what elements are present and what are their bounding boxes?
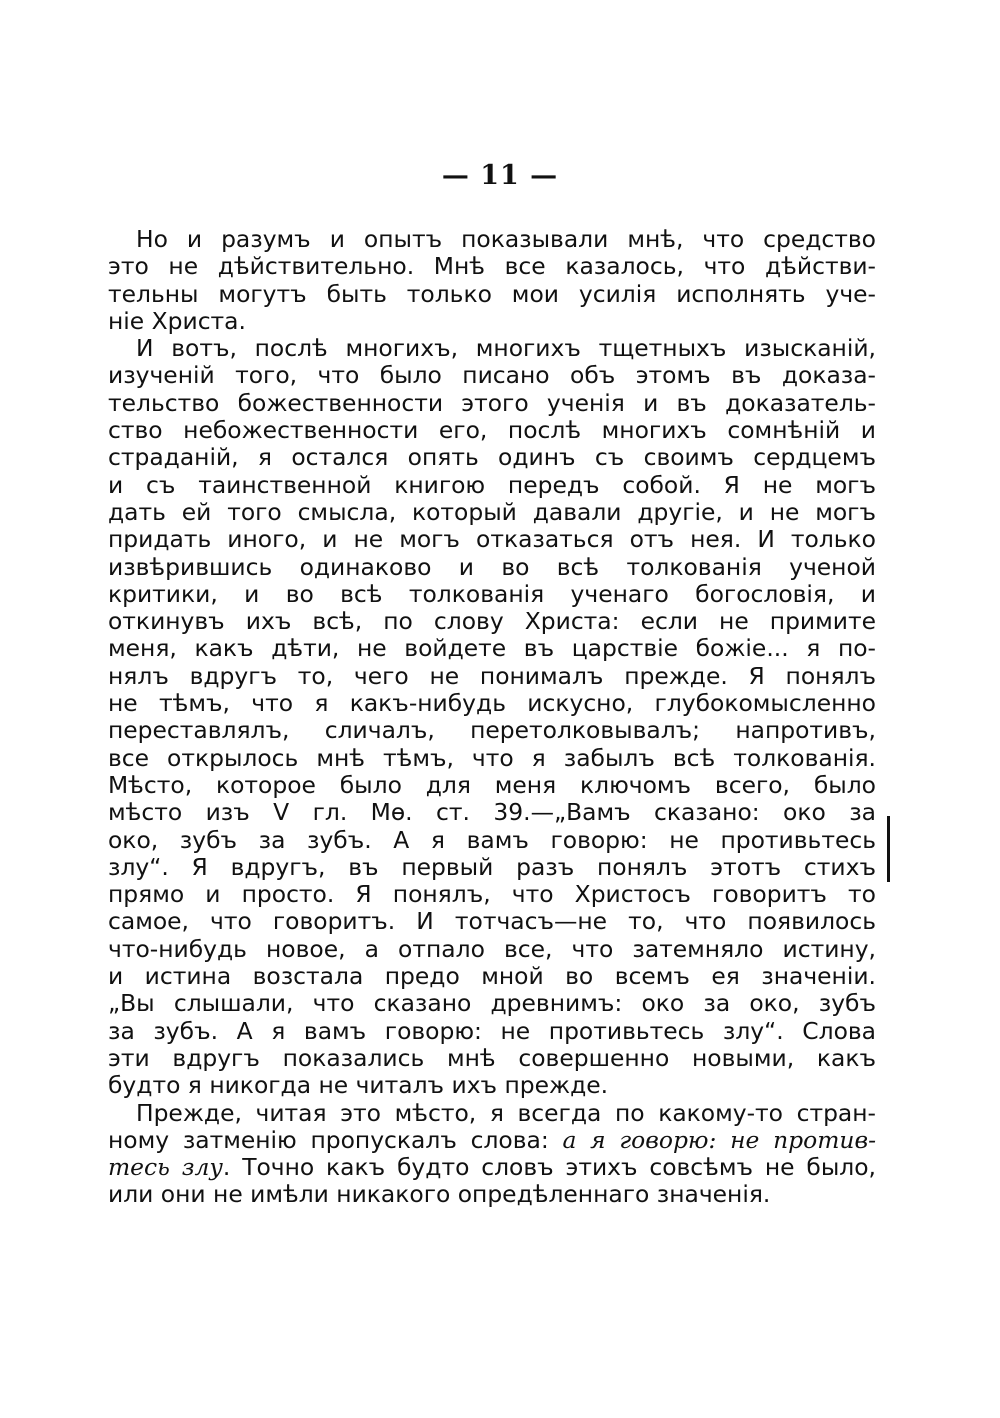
paragraph-2 (108, 335, 876, 1099)
text-run: ному затменію пропускалъ слова: (108, 1125, 563, 1154)
text-line: изученій того, что было писано объ этомъ въ доказа- (108, 361, 876, 390)
text-line: злу“. Я вдругъ, въ первый разъ понялъ этотъ стихъ (108, 852, 876, 881)
text-line: тельство божественности этого ученія и въ доказатель- (108, 388, 876, 417)
text-line: будто я никогда не читалъ ихъ прежде. (108, 1071, 609, 1100)
text-line: нялъ вдругъ то, чего не понималъ прежде. Я понялъ (108, 661, 876, 690)
text-line: Прежде, читая это мѣсто, я всегда по какому-то стран- (136, 1098, 876, 1127)
text-line: мѣсто изъ V гл. Мѳ. ст. 39.—„Вамъ сказано: око за (108, 798, 876, 827)
text-line: за зубъ. А я вамъ говорю: не противьтесь злу“. Слова (108, 1016, 876, 1045)
paragraph-3 (108, 1100, 876, 1209)
text-line: переставлялъ, сличалъ, перетолковывалъ; напротивъ, (108, 716, 876, 745)
text-line: критики, и во всѣ толкованія ученаго богословія, и (108, 579, 876, 608)
text-line: меня, какъ дѣти, не войдете въ царствіе божіе... я по- (108, 634, 876, 663)
italic-quote: а я говорю: не против- (562, 1125, 876, 1154)
text-line: Но и разумъ и опытъ показывали мнѣ, что средство (136, 225, 876, 253)
text-line: прямо и просто. Я понялъ, что Христосъ говоритъ то (108, 880, 876, 909)
text-line-mixed (108, 1127, 876, 1154)
text-line: ніе Христа. (108, 306, 246, 335)
page-number: — 11 — (441, 160, 559, 191)
text-line: Мѣсто, которое было для меня ключомъ всего, было (108, 770, 876, 799)
text-line: око, зубъ за зубъ. А я вамъ говорю: не противьтесь (108, 825, 876, 854)
text-line: самое, что говоритъ. И тотчасъ—не то, что появилось (108, 907, 876, 936)
text-line: придать иного, и не могъ отказаться отъ нея. И только (108, 525, 876, 554)
text-line: не тѣмъ, что я какъ-нибудь искусно, глубокомысленно (108, 689, 876, 718)
text-line: ство небожественности его, послѣ многихъ сомнѣній и (108, 416, 876, 445)
text-line: или они не имѣли никакого опредѣленнаго значенія. (108, 1180, 771, 1209)
text-line: откинувъ ихъ всѣ, по слову Христа: если не примите (108, 607, 876, 636)
text-line: и съ таинственной книгою передъ собой. Я не могъ (108, 470, 876, 499)
text-run: . Точно какъ будто словъ этихъ совсѣмъ не было, (222, 1153, 876, 1182)
italic-quote: тесь злу (108, 1153, 223, 1182)
margin-mark (887, 816, 890, 882)
text-line: это не дѣйствительно. Мнѣ все казалось, что дѣйстви- (108, 252, 876, 281)
text-line: и истина возстала предо мной во всемъ ея значеніи. (108, 962, 876, 991)
text-line: И вотъ, послѣ многихъ, многихъ тщетныхъ изысканій, (136, 334, 876, 363)
text-line: все открылось мнѣ тѣмъ, что я забылъ всѣ толкованія. (108, 743, 876, 772)
text-line: тельны могутъ быть только мои усилія исполнять уче- (108, 279, 876, 308)
text-line: страданій, я остался опять одинъ съ своимъ сердцемъ (108, 443, 876, 472)
text-line-mixed (108, 1154, 876, 1181)
body-text (108, 226, 876, 1209)
text-line: „Вы слышали, что сказано древнимъ: око за око, зубъ (108, 989, 876, 1018)
text-line: эти вдругъ показались мнѣ совершенно новыми, какъ (108, 1043, 876, 1072)
text-line: дать ей того смысла, который давали другіе, и не могъ (108, 497, 876, 526)
text-line: что-нибудь новое, а отпало все, что затемняло истину, (108, 934, 876, 963)
paragraph-1 (108, 226, 876, 335)
text-line: извѣрившись одинаково и во всѣ толкованія ученой (108, 552, 876, 581)
